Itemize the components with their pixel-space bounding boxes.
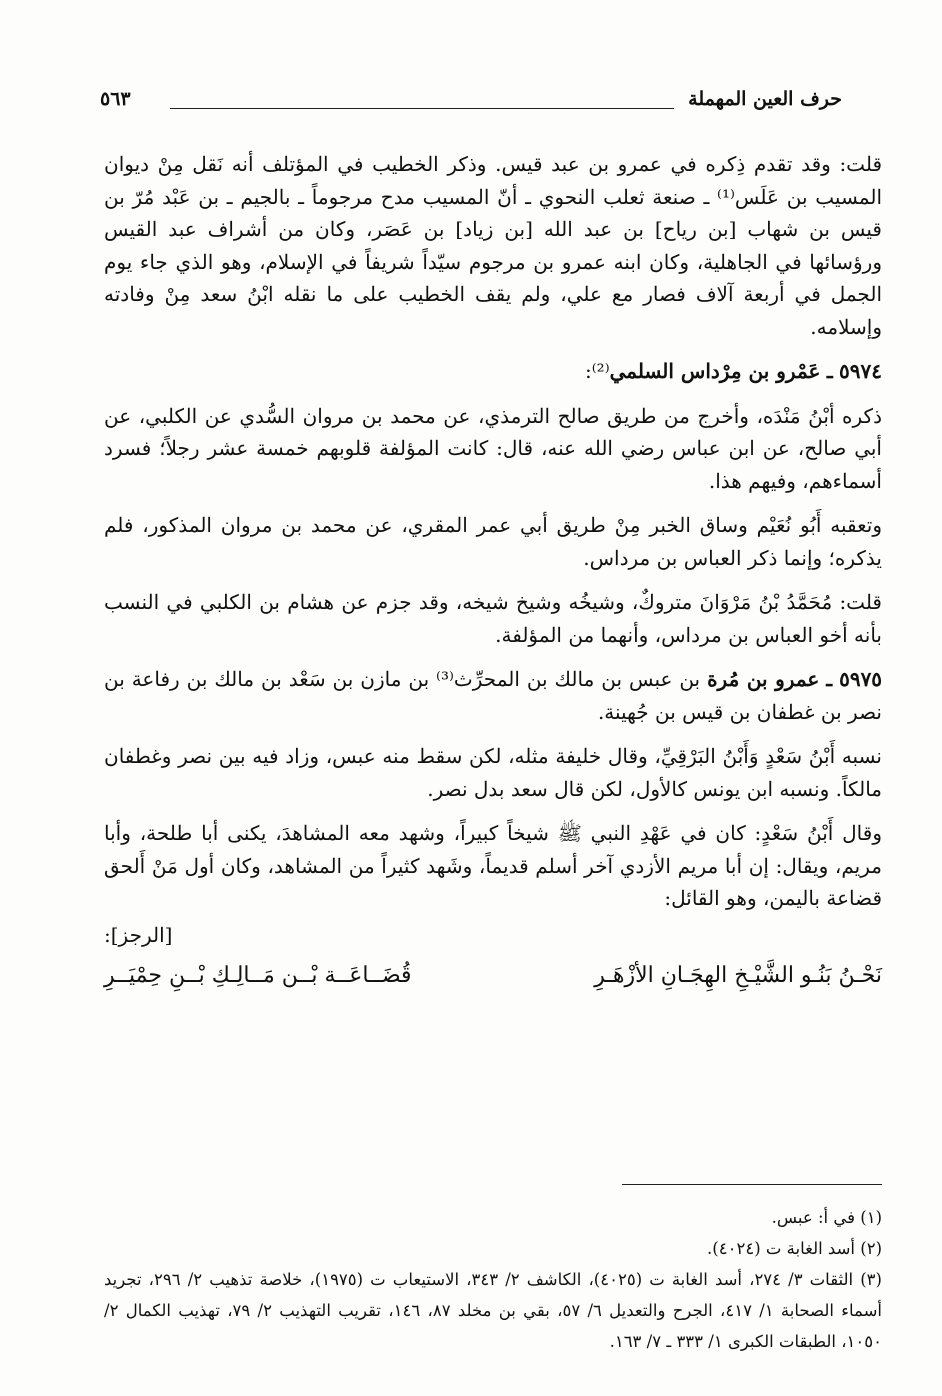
footnote: (١) في أ: عبس. (771, 1208, 882, 1227)
verse-second-hemistich: قُضَــاعَــة بْــن مَــالِـكِ بْــنِ حِمْيَــرِ (104, 962, 412, 988)
entry-separator: ـ (826, 359, 833, 383)
entry-name: عَمْرو بن مِرْداس السلمي (609, 359, 821, 383)
meter-label: [الرجز]: (104, 922, 173, 947)
paragraph: ذكره أبْنُ مَنْدَه، وأخرج من طريق صالح الترمذي، عن محمد بن مروان السُّدي عن الكلبي، عن أبي صالح، عن ابن عباس رضي الله عنه، قال: كانت المؤلفة قلوبهم خمسة عشر رجلاً؛ فسرد أسماءهم، وفيهم هذا. (104, 403, 882, 493)
page-number: ٥٦٣ (100, 88, 131, 110)
entry-5975 (104, 663, 882, 728)
chapter-title: حرف العين المهملة (688, 88, 842, 110)
paragraph: قلت: وقد تقدم ذِكره في عمرو بن عبد قيس. وذكر الخطيب في المؤتلف أنه نَقل مِنْ ديوان المسيب بن عَلَس⁽¹⁾ ـ صنعة ثعلب النحوي ـ أنّ المسيب مدح مرجوماً ـ بالجيم ـ بن عَبْد مُرّ بن قيس بن شهاب [بن رياح] بن عبد الله [بن زياد] بن عَصَر، وكان من أشراف عبد القيس ورؤسائها في الجاهلية، وكان ابنه عمرو بن مرجوم سيّداً شريفاً في الإسلام، وهو الذي جاء يوم الجمل في أربعة آلاف فصار مع علي، ولم يقف الخطيب على ما نقله ابْنُ سعد مِنْ وفادته وإسلامه. (104, 152, 883, 339)
poem-verse (104, 959, 882, 993)
page-header (100, 88, 842, 118)
main-text (104, 148, 882, 993)
entry-number: ٥٩٧٥ (839, 667, 883, 691)
header-rule (170, 108, 674, 109)
entry-rest: : (584, 359, 592, 383)
footnotes (104, 1202, 882, 1357)
paragraph: وقال أَبْنُ سَعْدٍ: كان في عَهْدِ النبي ﷺ شيخاً كبيراً، وشهد معه المشاهدَ، يكنى أبا طلحة، وأبا مريم، ويقال: إن أبا مريم الأزدي آخر أسلم قديماً، وشَهد كثيراً من المشاهد، وكان أول مَنْ أَلحق قضاعة باليمن، وهو القائل: (104, 821, 882, 910)
paragraph: نسبه أَبْنُ سَعْدٍ وَأَبْنُ البَرْقِيِّ، وقال خليفة مثله، لكن سقط منه عبس، وزاد فيه بين نصر وغطفان مالكاً. ونسبه ابن يونس كالأول، لكن قال سعد بدل نصر. (104, 744, 882, 801)
entry-continuation: مالك بن رفاعة بن نصر بن غطفان بن قيس بن جُهينة. (104, 667, 882, 724)
entry-name: عمرو بن مُرة (707, 667, 820, 691)
entry-5974 (104, 355, 882, 388)
footnote-rule (622, 1184, 882, 1185)
paragraph: قلت: مُحَمَّدُ بْنُ مَرْوَانَ متروكٌ، وشيخُه وشيخ شيخه، وقد جزم عن هشام بن الكلبي في النسب بأنه أخو العباس بن مرداس، وأنهما من المؤلفة. (104, 590, 882, 647)
paragraph: وتعقبه أَبُو نُعَيْم وساق الخبر مِنْ طريق أبي عمر المقري، عن محمد بن مروان المذكور، فلم يذكره؛ وإنما ذكر العباس بن مرداس. (104, 513, 882, 570)
entry-rest: بن عبس بن مالك بن المحرِّث⁽³⁾ بن مازن بن سَعْد بن (261, 667, 701, 691)
entry-number: ٥٩٧٤ (839, 359, 882, 383)
footnote-marker: ⁽²⁾ (591, 359, 610, 383)
verse-first-hemistich: نَحْـنُ بَنُـو الشَّيْـخِ الهِجَـانِ الأزْهَـرِ (594, 962, 882, 988)
entry-separator: ـ (826, 667, 833, 691)
footnote: (٣) الثقات ٣/ ٢٧٤، أسد الغابة ت (٤٠٢٥)، الكاشف ٢/ ٣٤٣، الاستيعاب ت (١٩٧٥)، خلاصة تذهيب ٢/ ٢٩٦، تجريد أسماء الصحابة ١/ ٤١٧، الجرح والتعديل ٦/ ٥٧، بقي بن مخلد ٨٧، ١٤٦، تقريب التهذيب ٢/ ٧٩، تهذيب الكمال ٢/ ١٠٥٠، الطبقات الكبرى ١/ ٣٣٣ ـ ٧/ ١٦٣. (104, 1270, 882, 1351)
footnote: (٢) أسد الغابة ت (٤٠٢٤). (707, 1239, 882, 1258)
